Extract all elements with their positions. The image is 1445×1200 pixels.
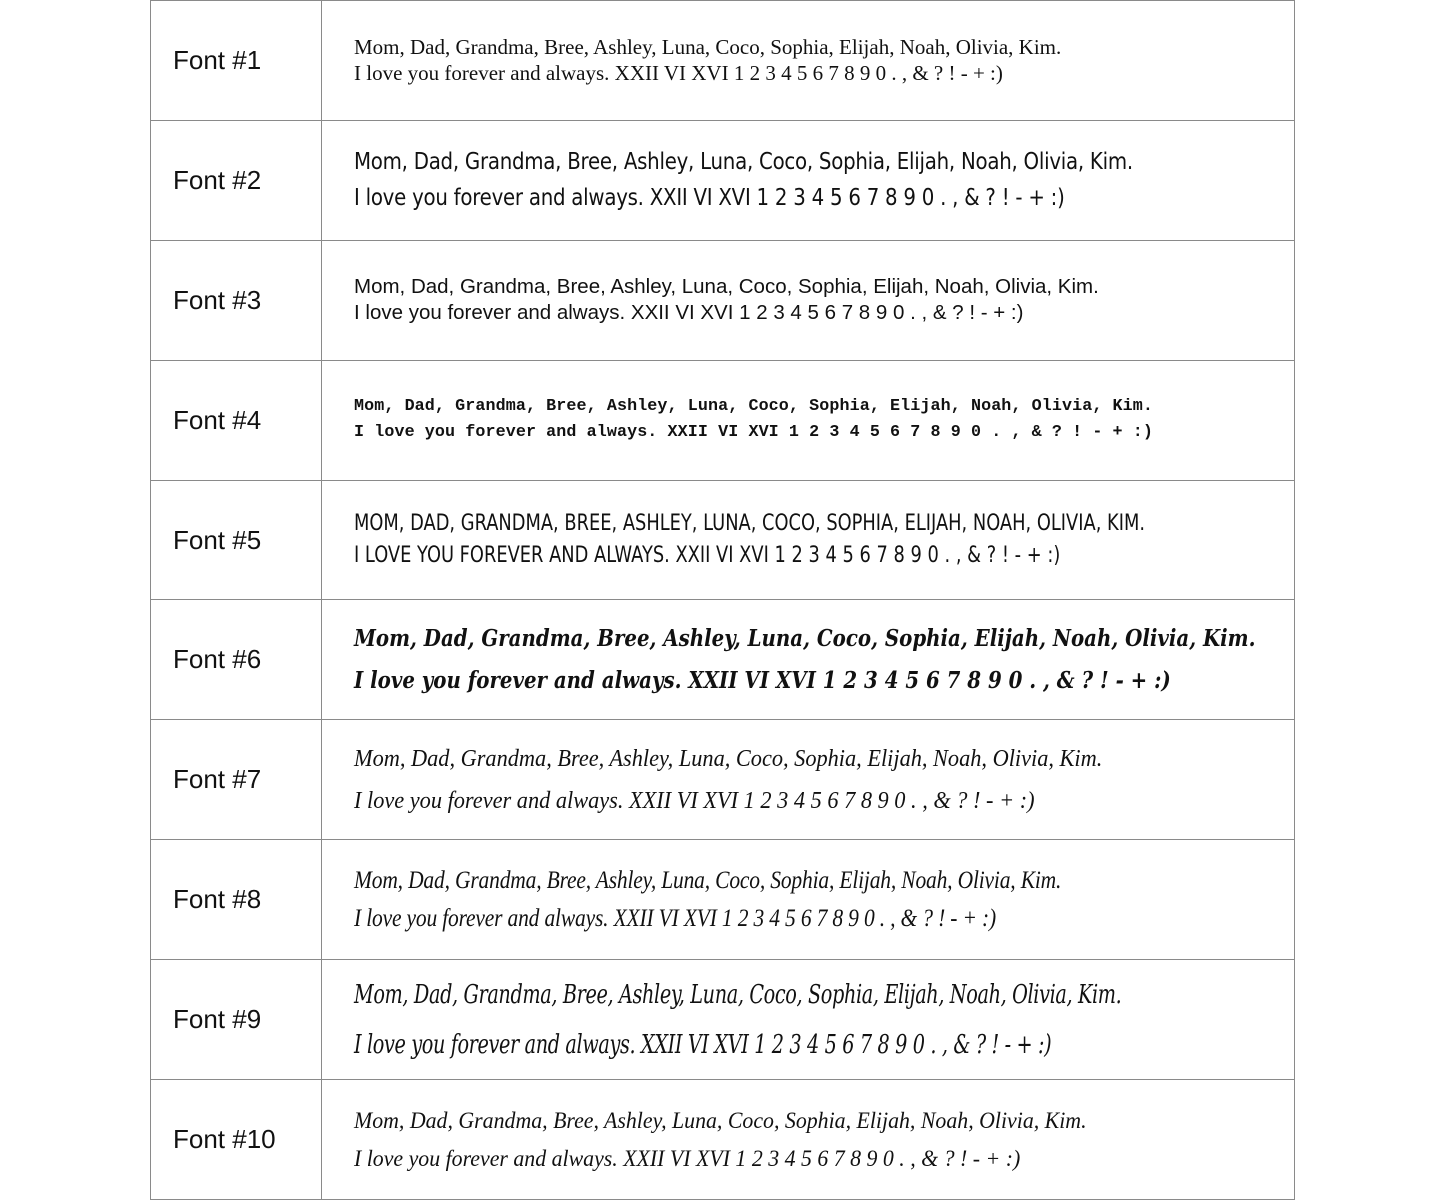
font-label: Font #1 <box>151 1 322 121</box>
sample-line-names: Mom, Dad, Grandma, Bree, Ashley, Luna, Coco, Sophia, Elijah, Noah, Olivia, Kim. <box>354 275 1099 299</box>
font-sample <box>322 960 1295 1080</box>
sample-line-names: Mom, Dad, Grandma, Bree, Ashley, Luna, Coco, Sophia, Elijah, Noah, Olivia, Kim. <box>354 1107 1087 1133</box>
font-row-1 <box>151 1 1295 121</box>
font-row-8 <box>151 840 1295 960</box>
font-sample <box>322 1080 1295 1200</box>
font-label: Font #10 <box>151 1080 322 1200</box>
sample-line-names: Mom, Dad, Grandma, Bree, Ashley, Luna, Coco, Sophia, Elijah, Noah, Olivia, Kim. <box>354 745 1103 772</box>
sample-line-phrase: I love you forever and always. XXII VI XVI 1 2 3 4 5 6 7 8 9 0 . , & ? ! - + :) <box>354 1145 1021 1171</box>
sample-line-phrase: I love you forever and always. XXII VI XVI 1 2 3 4 5 6 7 8 9 0 . , & ? ! - + :) <box>354 666 1171 694</box>
sample-line-phrase: I love you forever and always. XXII VI XVI 1 2 3 4 5 6 7 8 9 0 . , & ? ! - + :) <box>354 1029 1052 1060</box>
font-label: Font #8 <box>151 840 322 960</box>
font-row-7 <box>151 720 1295 840</box>
font-sample <box>322 840 1295 960</box>
font-sample-table <box>150 0 1295 1200</box>
font-sample <box>322 1 1295 121</box>
font-label: Font #2 <box>151 120 322 240</box>
font-row-6 <box>151 600 1295 720</box>
font-sample <box>322 120 1295 240</box>
sample-line-names: MOM, DAD, GRANDMA, BREE, ASHLEY, LUNA, COCO, SOPHIA, ELIJAH, NOAH, OLIVIA, KIM. <box>354 511 1146 536</box>
sample-line-names: Mom, Dad, Grandma, Bree, Ashley, Luna, Coco, Sophia, Elijah, Noah, Olivia, Kim. <box>354 397 1154 417</box>
sample-line-phrase: I LOVE YOU FOREVER AND ALWAYS. XXII VI XVI 1 2 3 4 5 6 7 8 9 0 . , & ? ! - + :) <box>354 543 1061 568</box>
sample-line-phrase: I love you forever and always. XXII VI XVI 1 2 3 4 5 6 7 8 9 0 . , & ? ! - + :) <box>354 904 996 932</box>
font-label: Font #3 <box>151 240 322 360</box>
font-sample <box>322 720 1295 840</box>
font-row-4 <box>151 360 1295 480</box>
sample-line-phrase: I love you forever and always. XXII VI XVI 1 2 3 4 5 6 7 8 9 0 . , & ? ! - + :) <box>354 787 1035 814</box>
font-sample <box>322 360 1295 480</box>
font-sample <box>322 600 1295 720</box>
sample-line-names: Mom, Dad, Grandma, Bree, Ashley, Luna, Coco, Sophia, Elijah, Noah, Olivia, Kim. <box>354 624 1256 652</box>
sample-line-names: Mom, Dad, Grandma, Bree, Ashley, Luna, Coco, Sophia, Elijah, Noah, Olivia, Kim. <box>354 866 1062 894</box>
sample-line-phrase: I love you forever and always. XXII VI XVI 1 2 3 4 5 6 7 8 9 0 . , & ? ! - + :) <box>354 301 1024 325</box>
font-label: Font #5 <box>151 480 322 600</box>
font-sample <box>322 480 1295 600</box>
font-row-10 <box>151 1080 1295 1200</box>
font-label: Font #9 <box>151 960 322 1080</box>
font-sample <box>322 240 1295 360</box>
sample-line-names: Mom, Dad, Grandma, Bree, Ashley, Luna, Coco, Sophia, Elijah, Noah, Olivia, Kim. <box>354 149 1133 176</box>
sample-line-names: Mom, Dad, Grandma, Bree, Ashley, Luna, Coco, Sophia, Elijah, Noah, Olivia, Kim. <box>354 35 1062 60</box>
font-row-3 <box>151 240 1295 360</box>
font-label: Font #7 <box>151 720 322 840</box>
font-label: Font #4 <box>151 360 322 480</box>
font-row-2 <box>151 120 1295 240</box>
font-row-5 <box>151 480 1295 600</box>
sample-line-phrase: I love you forever and always. XXII VI XVI 1 2 3 4 5 6 7 8 9 0 . , & ? ! - + :) <box>354 423 1154 443</box>
sample-line-phrase: I love you forever and always. XXII VI XVI 1 2 3 4 5 6 7 8 9 0 . , & ? ! - + :) <box>354 61 1003 86</box>
font-label: Font #6 <box>151 600 322 720</box>
font-row-9 <box>151 960 1295 1080</box>
sample-line-phrase: I love you forever and always. XXII VI XVI 1 2 3 4 5 6 7 8 9 0 . , & ? ! - + :) <box>354 185 1065 212</box>
sample-line-names: Mom, Dad, Grandma, Bree, Ashley, Luna, Coco, Sophia, Elijah, Noah, Olivia, Kim. <box>354 979 1122 1010</box>
